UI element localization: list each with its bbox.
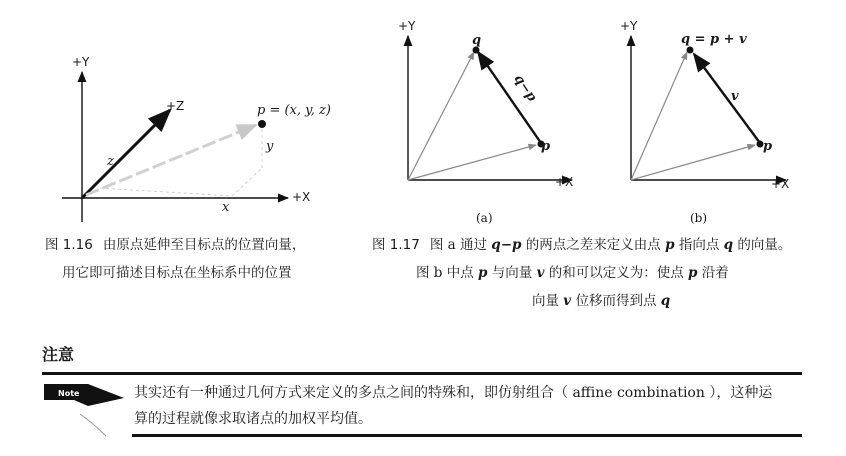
vector-p-arrow [631,145,755,180]
x-axis-label: +X [555,175,574,189]
y-axis-label: +Y [620,19,638,33]
figure-1-17-caption: 图 1.17 图 a 通过 q−p 的两点之差来定义由点 p 指向点 q 的向量。 [372,237,792,253]
figure-1-17b-diagram [620,19,789,225]
point-p-label: p [541,139,551,154]
vector-q-arrow [408,52,474,180]
figure-number: 图 1.17 [372,237,420,253]
note-bottom-rule [132,434,802,437]
point-q-label: q [472,33,482,48]
note-heading: 注意 [42,345,75,364]
note-icon [44,378,128,442]
figure-number: 图 1.16 [45,237,93,253]
vector-q-arrow [631,52,687,180]
x-axis-label: +X [292,190,311,204]
z-axis-line [82,110,170,198]
equation-label: q = p + v [681,32,747,47]
y-length-label: y [266,139,274,154]
vector-v-label: v [731,89,739,104]
figure-1-16-diagram [62,55,331,222]
subfigure-a-label: (a) [476,211,493,225]
y-axis-label: +Y [398,19,416,33]
note-icon-stroke [80,414,106,436]
vector-p-arrow [408,145,536,180]
note-icon-shape [44,384,124,406]
y-axis-label: +Y [72,55,90,69]
subfigure-b-label: (b) [690,211,708,225]
point-q-dot [687,47,694,54]
point-p-label: p = (x, y, z) [257,103,331,118]
vector-v-arrow [694,54,760,143]
z-axis-label: +Z [166,99,185,113]
difference-vector-label: q−p [510,71,540,105]
x-axis-label: +X [771,177,790,191]
projection-base-line [100,188,232,196]
note-top-rule [42,372,802,375]
note-text: 其实还有一种通过几何方式来定义的多点之间的特殊和，即仿射组合（ affine combination ），这种运算的过程就像求取诸点的加权平均值。 [134,385,773,427]
figure-1-16-caption [45,236,305,254]
caption-line-1: 由原点延伸至目标点的位置向量， [102,237,306,253]
point-p-dot [258,120,266,128]
point-p-label: p [763,139,773,154]
x-length-label: x [222,200,230,215]
figure-1-17-caption-line-3: 向量 v 位移而得到点 q [532,293,671,309]
figure-1-16-caption-line-2: 用它即可描述目标点在坐标系中的位置 [62,265,292,281]
note-icon-label: Note [58,389,80,398]
projection-x-line [232,168,262,196]
z-length-label: z [107,154,114,169]
figure-1-17a-diagram [398,19,573,225]
figure-1-17-caption-line-2: 图 b 中点 p 与向量 v 的和可以定义为：使点 p 沿着 [416,265,729,281]
